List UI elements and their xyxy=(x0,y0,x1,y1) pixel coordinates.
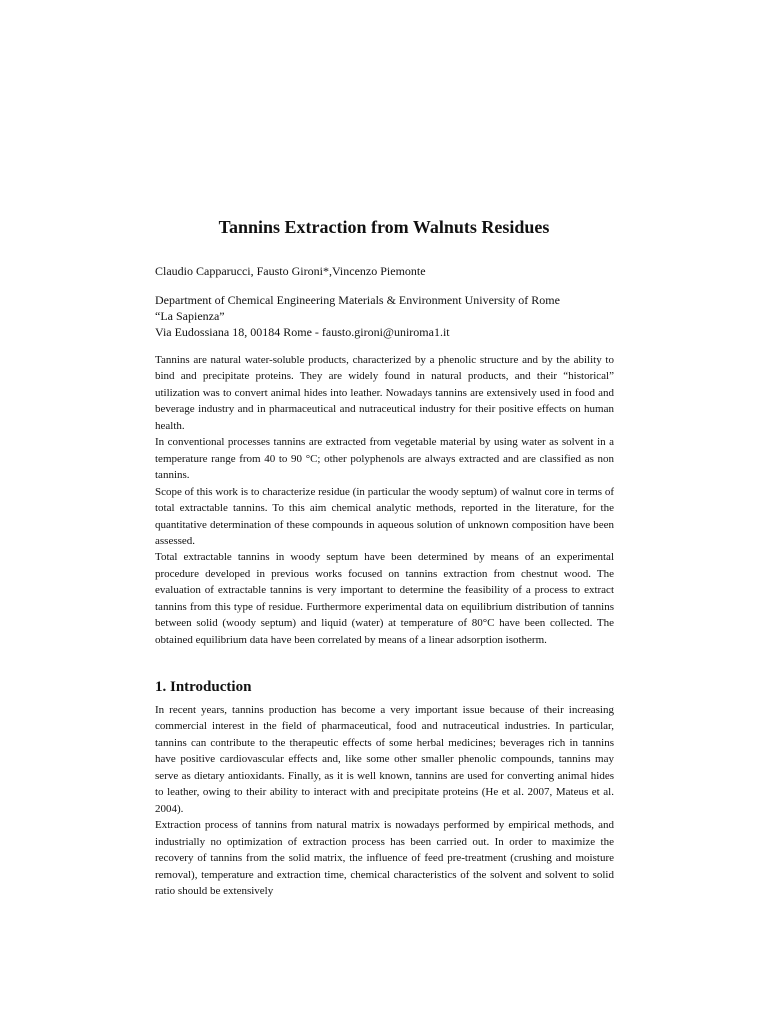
affiliation-department: Department of Chemical Engineering Materials & Environment University of Rome xyxy=(155,293,560,307)
body-paragraph: Extraction process of tannins from natural matrix is nowadays performed by empirical methods, and industrially no optimization of extraction process has been carried out. In order to maximize the recovery of tannins from the solid matrix, the influence of feed pre-treatment (crushing and moisture removal), temperature and extraction time, chemical characteristics of the solvent and solvent to solid ratio should be extensively xyxy=(155,819,614,897)
abstract-paragraph: In conventional processes tannins are extracted from vegetable material by using water as solvent in a temperature range from 40 to 90 °C; other polyphenols are always extracted and are classified as non tannins. xyxy=(155,436,614,482)
affiliation-address: Via Eudossiana 18, 00184 Rome - fausto.gironi@uniroma1.it xyxy=(155,325,450,339)
paper-title: Tannins Extraction from Walnuts Residues xyxy=(218,217,550,237)
section-heading-introduction: 1. Introduction xyxy=(155,679,252,695)
abstract-paragraph: Tannins are natural water-soluble products, characterized by a phenolic structure and by the ability to bind and precipitate proteins. They are widely found in natural products, and their “historical” utilization was to convert animal hides into leather. Nowadays tannins are extensively used in food and beverage industry and in pharmaceutical and nutraceutical industry for their positive effects on human health. xyxy=(155,354,614,432)
affiliation-block xyxy=(155,292,615,340)
introduction-body xyxy=(155,702,614,899)
author-list: Claudio Capparucci, Fausto Gironi*,Vincenzo Piemonte xyxy=(155,264,426,278)
affiliation-university: “La Sapienza” xyxy=(155,309,225,323)
abstract-paragraph: Total extractable tannins in woody septum have been determined by means of an experimental procedure developed in previous works focused on tannins extraction from chestnut wood. The evaluation of extractable tannins is very important to determine the feasibility of a process to extract tannins from this type of residue. Furthermore experimental data on equilibrium distribution of tannins between solid (woody septum) and liquid (water) at temperature of 80°C have been collected. The obtained equilibrium data have been correlated by means of a linear adsorption isotherm. xyxy=(155,551,614,646)
abstract-paragraph: Scope of this work is to characterize residue (in particular the woody septum) of walnut core in terms of total extractable tannins. To this aim chemical analytic methods, reported in the literature, for the quantitative determination of these compounds in aqueous solution of unknown composition have been assessed. xyxy=(155,485,614,547)
body-paragraph: In recent years, tannins production has become a very important issue because of their increasing commercial interest in the field of pharmaceutical, food and nutraceutical industries. In particular, tannins can contribute to the therapeutic effects of some herbal medicines; beverages rich in tannins have positive cardiovascular effects and, like some other smaller phenolic compounds, tannins may serve as dietary antioxidants. Finally, as it is well known, tannins are used for converting animal hides to leather, owing to their ability to interact with and precipitate proteins (He et al. 2007, Mateus et al. 2004). xyxy=(155,704,614,815)
abstract xyxy=(155,352,614,648)
